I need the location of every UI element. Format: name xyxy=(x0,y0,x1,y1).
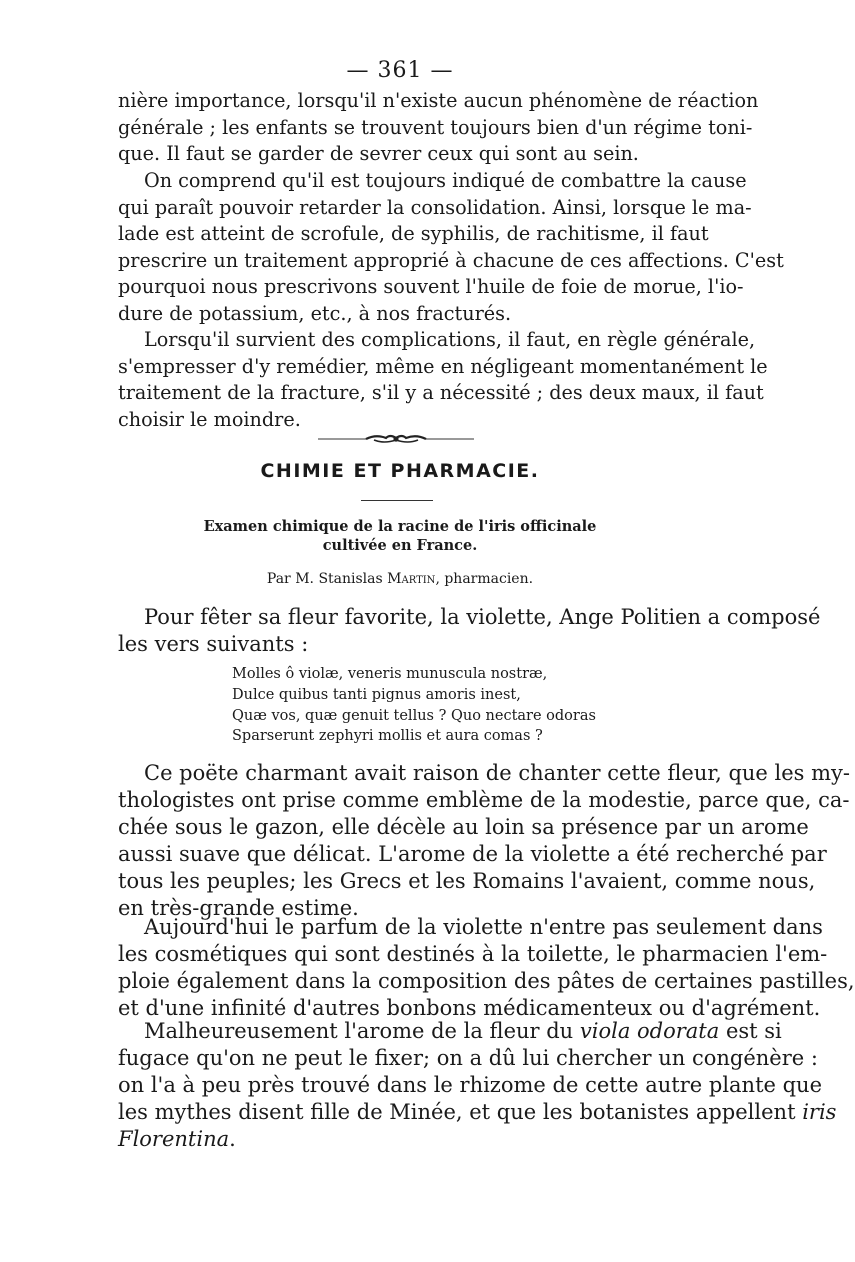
text-line: dure de potassium, etc., à nos fracturés. xyxy=(118,301,512,325)
text-line: lade est atteint de scrofule, de syphilis, de rachitisme, il faut xyxy=(118,222,709,246)
text-line: s'empresser d'y remédier, même en négligeant momentanément le xyxy=(118,354,768,378)
paragraph-intro-verse xyxy=(118,604,821,658)
article-byline xyxy=(0,571,800,587)
text-line xyxy=(118,1099,837,1126)
text-line: On comprend qu'il est toujours indiqué de combattre la cause xyxy=(144,169,747,192)
verse-line: Sparserunt zephyri mollis et aura comas ? xyxy=(232,728,543,745)
ornament-divider-icon xyxy=(318,432,474,446)
byline-author: Martin xyxy=(387,571,436,587)
text-line xyxy=(118,1018,782,1045)
article-title-line: Examen chimique de la racine de l'iris officinale xyxy=(203,518,597,535)
byline-suffix: , pharmacien. xyxy=(435,571,534,587)
text-fragment: est si xyxy=(719,1019,782,1043)
text-line: générale ; les enfants se trouvent toujours bien d'un régime toni- xyxy=(118,115,753,139)
text-line: nière importance, lorsqu'il n'existe aucun phénomène de réaction xyxy=(118,89,759,112)
text-line xyxy=(118,1126,680,1153)
byline-prefix: Par M. Stanislas xyxy=(266,571,383,587)
text-line: aussi suave que délicat. L'arome de la violette a été recherché par xyxy=(118,841,827,866)
text-line: fugace qu'on ne peut le fixer; on a dû lui chercher un congénère : xyxy=(118,1045,818,1070)
text-line: Ce poëte charmant avait raison de chanter cette fleur, que les my- xyxy=(144,761,850,785)
verse-line: Molles ô violæ, veneris munuscula nostræ, xyxy=(232,666,548,682)
section-rule xyxy=(361,500,433,501)
text-line: pourquoi nous prescrivons souvent l'huile de foie de morue, l'io- xyxy=(118,275,744,299)
text-line: traitement de la fracture, s'il y a nécessité ; des deux maux, il faut xyxy=(118,381,764,405)
italic-term: iris xyxy=(802,1099,837,1124)
text-line: thologistes ont prise comme emblème de la modestie, parce que, ca- xyxy=(118,787,850,812)
italic-term: Florentina xyxy=(118,1126,230,1151)
article-title xyxy=(170,517,630,555)
article-title-line: cultivée en France. xyxy=(322,537,478,554)
text-line: ploie également dans la composition des pâtes de certaines pastilles, xyxy=(118,968,855,993)
text-line: Lorsqu'il survient des complications, il faut, en règle générale, xyxy=(144,328,756,351)
text-line: en très-grande estime. xyxy=(118,895,359,920)
text-line: les vers suivants : xyxy=(118,631,309,656)
paragraph-complications xyxy=(118,327,768,433)
italic-term: viola odorata xyxy=(579,1019,720,1043)
text-fragment: . xyxy=(229,1126,236,1151)
paragraph-iris xyxy=(118,1018,837,1153)
text-line: Aujourd'hui le parfum de la violette n'entre pas seulement dans xyxy=(144,915,823,939)
paragraph-intro xyxy=(118,88,759,168)
text-line: choisir le moindre. xyxy=(118,407,301,431)
paragraph-poet xyxy=(118,760,850,921)
text-line: Pour fêter sa fleur favorite, la violette, Ange Politien a composé xyxy=(144,605,821,629)
text-line: chée sous le gazon, elle décèle au loin sa présence par un arome xyxy=(118,814,809,839)
text-line: et d'une infinité d'autres bonbons médicamenteux ou d'agrément. xyxy=(118,995,821,1020)
section-title: CHIMIE ET PHARMACIE. xyxy=(260,460,540,482)
verse-line: Dulce quibus tanti pignus amoris inest, xyxy=(232,686,521,703)
text-line: qui paraît pouvoir retarder la consolidation. Ainsi, lorsque le ma- xyxy=(118,195,752,219)
text-line: prescrire un traitement approprié à chacune de ces affections. C'est xyxy=(118,248,784,272)
page-number: — 361 — xyxy=(346,58,454,83)
paragraph-perfume xyxy=(118,914,855,1022)
text-fragment: les mythes disent fille de Minée, et que les botanistes appellent xyxy=(118,1099,803,1124)
latin-verse xyxy=(232,664,596,747)
text-line: les cosmétiques qui sont destinés à la toilette, le pharmacien l'em- xyxy=(118,941,828,966)
text-fragment: Malheureusement l'arome de la fleur du xyxy=(144,1019,580,1043)
text-line: que. Il faut se garder de sevrer ceux qui sont au sein. xyxy=(118,142,639,166)
text-line: on l'a à peu près trouvé dans le rhizome de cette autre plante que xyxy=(118,1072,823,1097)
verse-line: Quæ vos, quæ genuit tellus ? Quo nectare odoras xyxy=(232,707,596,724)
text-line: tous les peuples; les Grecs et les Romains l'avaient, comme nous, xyxy=(118,868,816,893)
paragraph-consolidation xyxy=(118,168,784,328)
